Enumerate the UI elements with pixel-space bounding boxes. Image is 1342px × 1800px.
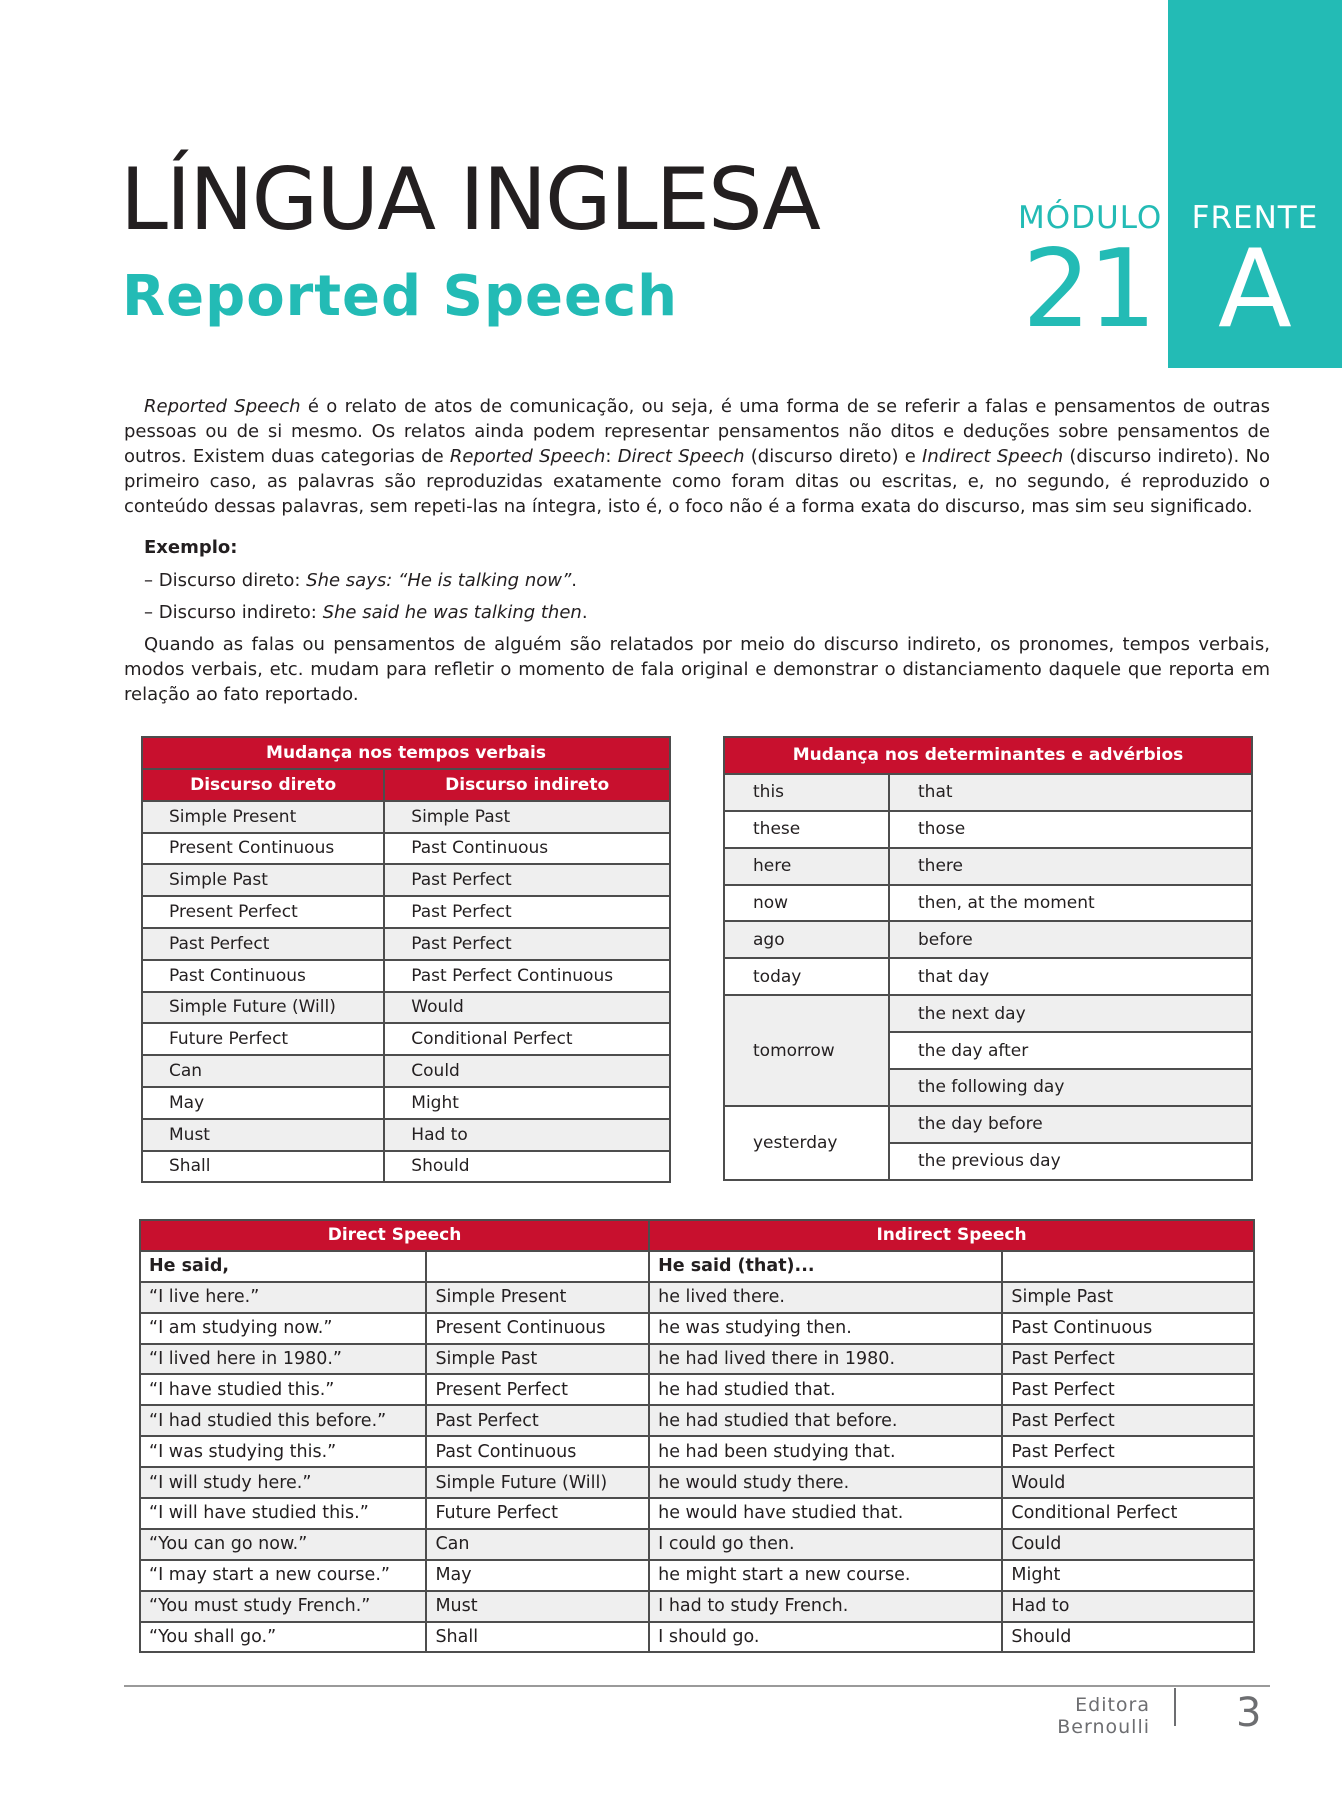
speech-table — [139, 1219, 1255, 1653]
indirect-tense-cell: Past Perfect — [1002, 1374, 1254, 1405]
det-indirect-cell: before — [889, 921, 1252, 958]
indirect-tense-cell: Conditional Perfect — [1002, 1498, 1254, 1529]
indirect-tense-cell: Might — [1002, 1560, 1254, 1591]
frente-letter: A — [1218, 227, 1292, 352]
tense-direct-cell: Past Continuous — [142, 960, 384, 992]
table-row — [140, 1622, 1254, 1653]
table-row — [140, 1591, 1254, 1622]
tense-indirect-cell: Past Continuous — [384, 833, 670, 865]
direct-tense-cell: Shall — [426, 1622, 649, 1653]
term-reported-speech-2: Reported Speech — [449, 446, 606, 467]
table-row — [142, 992, 670, 1024]
indirect-tense-cell: Simple Past — [1002, 1282, 1254, 1313]
tense-indirect-cell: Past Perfect — [384, 864, 670, 896]
tense-change-table — [141, 736, 671, 1183]
table-row — [142, 864, 670, 896]
direct-quote-cell: “I live here.” — [140, 1282, 426, 1313]
tense-direct-cell: May — [142, 1087, 384, 1119]
indirect-quote-cell: he might start a new course. — [649, 1560, 1002, 1591]
tense-direct-cell: Can — [142, 1055, 384, 1087]
indirect-quote-cell: he lived there. — [649, 1282, 1002, 1313]
indirect-tense-cell: Would — [1002, 1467, 1254, 1498]
table-row — [140, 1344, 1254, 1375]
frente-box — [1168, 0, 1342, 368]
table-row — [142, 801, 670, 833]
example-indirect-end: . — [581, 602, 588, 623]
tense-indirect-cell: Past Perfect — [384, 928, 670, 960]
table-row — [724, 1106, 1252, 1143]
tense-direct-cell: Simple Future (Will) — [142, 992, 384, 1024]
direct-speech-header: Direct Speech — [140, 1220, 649, 1251]
example-indirect-text: She said he was talking then — [322, 602, 582, 623]
table-row — [142, 1119, 670, 1151]
empty-cell — [1002, 1251, 1254, 1282]
direct-quote-cell: “You must study French.” — [140, 1591, 426, 1622]
page-subtitle: Reported Speech — [122, 264, 679, 329]
tense-direct-cell: Must — [142, 1119, 384, 1151]
tense-direct-cell: Simple Present — [142, 801, 384, 833]
tense-direct-cell: Future Perfect — [142, 1023, 384, 1055]
table-row — [140, 1560, 1254, 1591]
table-row — [140, 1467, 1254, 1498]
indirect-quote-cell: he had studied that before. — [649, 1405, 1002, 1436]
indirect-speech-header: Indirect Speech — [649, 1220, 1254, 1251]
table-row — [724, 774, 1252, 811]
tense-direct-cell: Past Perfect — [142, 928, 384, 960]
table-row — [142, 960, 670, 992]
table-row — [142, 928, 670, 960]
tense-col-direct: Discurso direto — [142, 769, 384, 801]
det-table-title: Mudança nos determinantes e advérbios — [724, 737, 1252, 774]
direct-quote-cell: “You can go now.” — [140, 1529, 426, 1560]
table-row — [724, 958, 1252, 995]
det-direct-cell: these — [724, 811, 889, 848]
tense-indirect-cell: Conditional Perfect — [384, 1023, 670, 1055]
tense-indirect-cell: Would — [384, 992, 670, 1024]
footer-divider — [1174, 1688, 1176, 1726]
indirect-quote-cell: he was studying then. — [649, 1313, 1002, 1344]
direct-tense-cell: Simple Future (Will) — [426, 1467, 649, 1498]
frente-label: FRENTE — [1191, 200, 1319, 236]
table-row — [724, 811, 1252, 848]
modulo-number: 21 — [1022, 227, 1154, 352]
indirect-quote-cell: he had lived there in 1980. — [649, 1344, 1002, 1375]
tense-indirect-cell: Might — [384, 1087, 670, 1119]
indirect-tense-cell: Had to — [1002, 1591, 1254, 1622]
indirect-quote-cell: I had to study French. — [649, 1591, 1002, 1622]
det-yesterday-cell: yesterday — [724, 1106, 889, 1180]
table-row — [140, 1436, 1254, 1467]
direct-tense-cell: Future Perfect — [426, 1498, 649, 1529]
example-direct — [144, 570, 577, 591]
example-heading: Exemplo: — [144, 537, 238, 558]
tense-direct-cell: Present Perfect — [142, 896, 384, 928]
det-indirect-cell: there — [889, 848, 1252, 885]
term-direct-speech: Direct Speech — [617, 446, 745, 467]
indirect-quote-cell: he would have studied that. — [649, 1498, 1002, 1529]
det-indirect-cell: that day — [889, 958, 1252, 995]
example-indirect — [144, 602, 588, 623]
indirect-quote-cell: he had studied that. — [649, 1374, 1002, 1405]
direct-tense-cell: Past Perfect — [426, 1405, 649, 1436]
footer-rule — [124, 1685, 1270, 1687]
determiners-table — [723, 736, 1253, 1181]
det-direct-cell: now — [724, 885, 889, 922]
direct-tense-cell: Must — [426, 1591, 649, 1622]
tense-indirect-cell: Simple Past — [384, 801, 670, 833]
direct-quote-cell: “I was studying this.” — [140, 1436, 426, 1467]
det-direct-cell: ago — [724, 921, 889, 958]
indirect-quote-cell: I could go then. — [649, 1529, 1002, 1560]
indirect-tense-cell: Past Perfect — [1002, 1436, 1254, 1467]
det-indirect-cell: then, at the moment — [889, 885, 1252, 922]
he-said-that-cell: He said (that)... — [649, 1251, 1002, 1282]
direct-quote-cell: “You shall go.” — [140, 1622, 426, 1653]
direct-tense-cell: Can — [426, 1529, 649, 1560]
direct-tense-cell: Present Perfect — [426, 1374, 649, 1405]
table-row — [142, 1087, 670, 1119]
table-row — [724, 995, 1252, 1032]
det-yesterday-value: the previous day — [889, 1143, 1252, 1180]
table-row — [140, 1282, 1254, 1313]
table-row — [142, 833, 670, 865]
direct-quote-cell: “I am studying now.” — [140, 1313, 426, 1344]
direct-quote-cell: “I had studied this before.” — [140, 1405, 426, 1436]
tense-col-indirect: Discurso indireto — [384, 769, 670, 801]
table-row — [724, 921, 1252, 958]
term-reported-speech: Reported Speech — [144, 396, 301, 417]
tense-indirect-cell: Should — [384, 1151, 670, 1183]
direct-quote-cell: “I may start a new course.” — [140, 1560, 426, 1591]
table-row — [140, 1498, 1254, 1529]
det-tomorrow-value: the next day — [889, 995, 1252, 1032]
intro-text-b: : — [605, 446, 618, 467]
direct-quote-cell: “I will study here.” — [140, 1467, 426, 1498]
table-row — [724, 848, 1252, 885]
table-row — [724, 885, 1252, 922]
det-yesterday-value: the day before — [889, 1106, 1252, 1143]
table-row — [142, 1055, 670, 1087]
intro-text-c: (discurso direto) e — [744, 446, 923, 467]
footer-publisher: Editora Bernoulli — [1057, 1694, 1150, 1738]
direct-quote-cell: “I will have studied this.” — [140, 1498, 426, 1529]
tense-indirect-cell: Past Perfect — [384, 896, 670, 928]
tense-indirect-cell: Past Perfect Continuous — [384, 960, 670, 992]
example-direct-text: She says: “He is talking now” — [306, 570, 572, 591]
table-row — [142, 896, 670, 928]
tense-direct-cell: Shall — [142, 1151, 384, 1183]
indirect-tense-cell: Past Continuous — [1002, 1313, 1254, 1344]
indirect-tense-cell: Could — [1002, 1529, 1254, 1560]
direct-tense-cell: Past Continuous — [426, 1436, 649, 1467]
example-direct-label: – Discurso direto: — [144, 570, 307, 591]
direct-quote-cell: “I have studied this.” — [140, 1374, 426, 1405]
indirect-tense-cell: Past Perfect — [1002, 1344, 1254, 1375]
det-indirect-cell: that — [889, 774, 1252, 811]
direct-tense-cell: Simple Past — [426, 1344, 649, 1375]
table-row — [140, 1313, 1254, 1344]
direct-tense-cell: Present Continuous — [426, 1313, 649, 1344]
intro-text-a: é o relato de atos de comunicação, ou seja, é uma forma de se referir a falas e pensamentos de outras pessoas ou de si mesmo. Os relatos ainda podem representar pensamentos não ditos e deduções sobre pensamentos de outros. Existem duas categorias de — [124, 396, 1270, 467]
tense-table-title: Mudança nos tempos verbais — [142, 737, 670, 769]
tense-direct-cell: Simple Past — [142, 864, 384, 896]
example-direct-end: . — [571, 570, 578, 591]
he-said-cell: He said, — [140, 1251, 426, 1282]
table-row — [140, 1374, 1254, 1405]
det-direct-cell: this — [724, 774, 889, 811]
table-row — [142, 1023, 670, 1055]
direct-tense-cell: May — [426, 1560, 649, 1591]
table-row — [140, 1529, 1254, 1560]
det-direct-cell: here — [724, 848, 889, 885]
det-tomorrow-value: the day after — [889, 1032, 1252, 1069]
det-indirect-cell: those — [889, 811, 1252, 848]
intro-text-d: (discurso indireto). No primeiro caso, as palavras são reproduzidas exatamente como foram ditas ou escritas, e, no segundo, é reproduzido o conteúdo dessas palavras, sem repeti-las na íntegra, isto é, o foco não é a forma exata do discurso, mas sim seu significado. — [124, 446, 1270, 517]
tense-indirect-cell: Could — [384, 1055, 670, 1087]
indirect-tense-cell: Should — [1002, 1622, 1254, 1653]
modulo-label: MÓDULO — [1018, 200, 1163, 236]
indirect-quote-cell: he would study there. — [649, 1467, 1002, 1498]
tense-indirect-cell: Had to — [384, 1119, 670, 1151]
indirect-quote-cell: I should go. — [649, 1622, 1002, 1653]
term-indirect-speech: Indirect Speech — [922, 446, 1064, 467]
det-tomorrow-cell: tomorrow — [724, 995, 889, 1106]
intro-paragraph — [124, 394, 1270, 519]
direct-quote-cell: “I lived here in 1980.” — [140, 1344, 426, 1375]
indirect-tense-cell: Past Perfect — [1002, 1405, 1254, 1436]
tense-direct-cell: Present Continuous — [142, 833, 384, 865]
example-indirect-label: – Discurso indireto: — [144, 602, 323, 623]
second-paragraph: Quando as falas ou pensamentos de alguém são relatados por meio do discurso indireto, os pronomes, tempos verbais, modos verbais, etc. mudam para refletir o momento de fala original e demonstrar o distanciamento daquele que reporta em relação ao fato reportado. — [124, 634, 1270, 705]
table-row — [142, 1151, 670, 1183]
indirect-quote-cell: he had been studying that. — [649, 1436, 1002, 1467]
table-row — [140, 1405, 1254, 1436]
det-direct-cell: today — [724, 958, 889, 995]
direct-tense-cell: Simple Present — [426, 1282, 649, 1313]
empty-cell — [426, 1251, 649, 1282]
page-number: 3 — [1236, 1690, 1262, 1736]
det-tomorrow-value: the following day — [889, 1069, 1252, 1106]
page-title: LÍNGUA INGLESA — [120, 150, 819, 250]
